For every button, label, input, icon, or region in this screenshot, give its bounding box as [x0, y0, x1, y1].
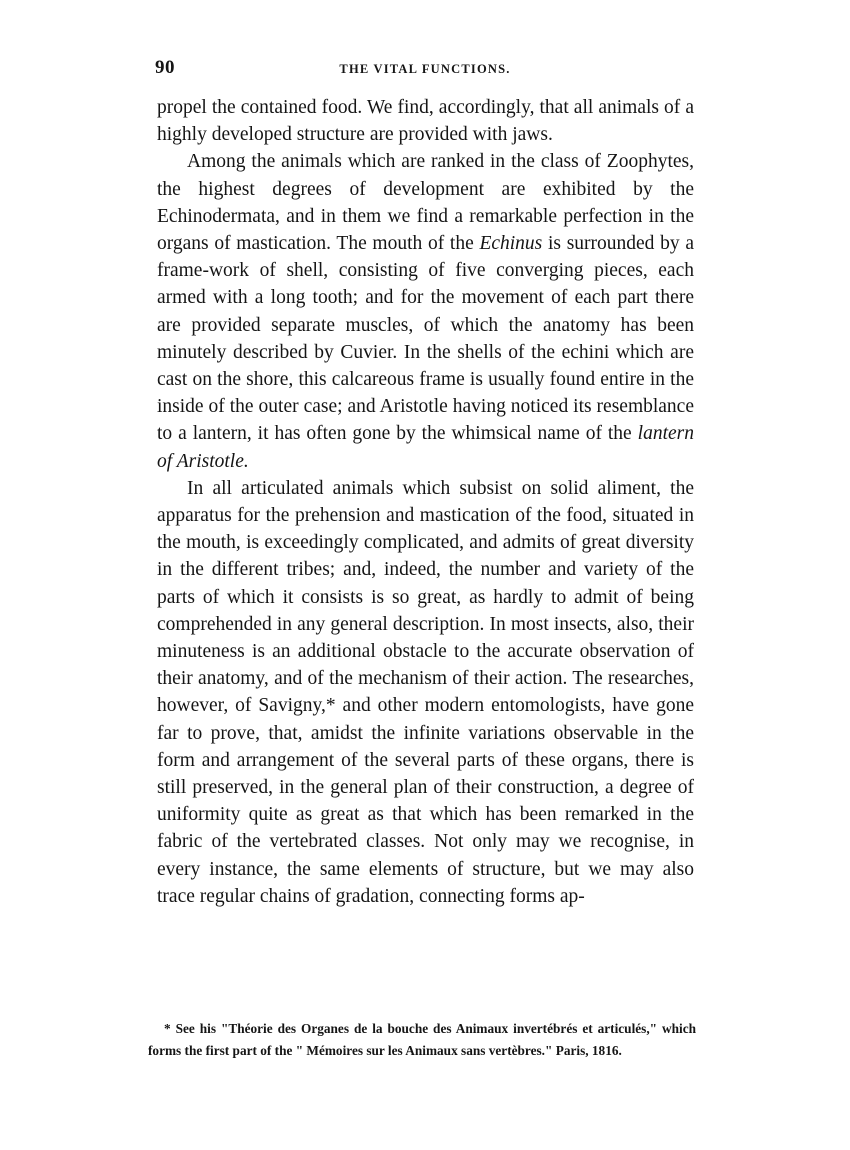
paragraph-2-italic-echinus: Echinus: [479, 233, 543, 255]
page-number: 90: [155, 57, 175, 78]
paragraph-3: In all articulated animals which subsist on solid aliment, the apparatus for the prehension and mastication of the food, situated in the mouth, is exceedingly complicated, and admits of great diversity in the different tribes; and, indeed, the number and variety of the parts of which it consists is so great, as hardly to admit of being comprehended in any general description. In most insects, also, their minuteness is an additional obstacle to the accurate observation of their anatomy, and of the mechanism of their action. The researches, however, of Savigny,* and other modern entomologists, have gone far to prove, that, amidst the infinite variations observable in the form and arrangement of the several parts of these organs, there is still preserved, in the general plan of their construction, a degree of uniformity quite as great as that which has been remarked in the fabric of the vertebrated classes. Not only may we recognise, in every instance, the same elements of structure, but we may also trace regular chains of gradation, connecting forms ap-: [157, 477, 694, 907]
footnote: * See his "Théorie des Organes de la bouche des Animaux invertébrés et articulés," which forms the first part of the " Mémoires sur les Animaux sans vertèbres." Paris, 1816.: [148, 1021, 696, 1058]
paragraph-2-text-c: is surrounded by a frame-work of shell, consisting of five converging pieces, each armed with a long tooth; and for the movement of each part there are provided separate muscles, of which the anatomy has been minutely described by Cuvier. In the shells of the echini which are cast on the shore, this calcareous frame is usually found entire in the inside of the outer case; and Aristotle having noticed its resemblance to a lantern, it has often gone by the whimsical name of the: [157, 233, 694, 445]
paragraph-2-text-a: Among the animals which are ranked in the class of Zoophytes, the highest degrees of development are exhibited by the Echinodermata, and in them we find a remarkable perfection in the organs of mastication. The mouth of the: [157, 151, 694, 255]
paragraph-2-italic-lantern: lantern of Aristotle.: [157, 423, 694, 472]
body-text: [157, 94, 694, 910]
paragraph-1: propel the contained food. We find, accordingly, that all animals of a highly developed structure are provided with jaws.: [157, 97, 694, 146]
page-header: [155, 57, 695, 81]
running-head: THE VITAL FUNCTIONS.: [339, 62, 511, 76]
paragraph-2: [157, 148, 694, 474]
